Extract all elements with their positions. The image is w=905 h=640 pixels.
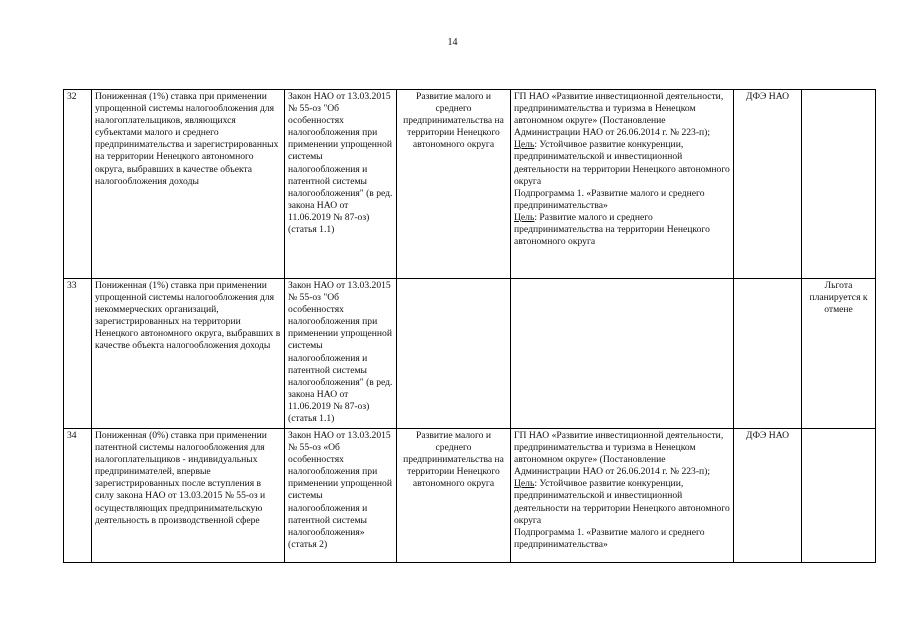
state-program xyxy=(511,279,734,429)
benefit-name: Пониженная (1%) ставка при применении упрощенной системы налогообложения для налогоплательщиков, являющихся субъектами малого и среднего предпринимательства и зарегистрированных на территории Ненецкого автономного округа, выбравших в качестве объекта налогообложения доходы xyxy=(92,90,285,279)
goal-label: Цель xyxy=(514,211,535,223)
page-number: 14 xyxy=(447,37,458,48)
table-row xyxy=(64,279,876,429)
table-row xyxy=(64,90,876,279)
program-intro: ГП НАО «Развитие инвестиционной деятельности, предпринимательства и туризма в Ненецком автономном округе» (Постановление Администрации НАО от 26.06.2014 г. № 223-п); xyxy=(514,430,724,478)
note xyxy=(802,90,876,279)
goal-text: : Устойчивое развитие конкуренции, предпринимательской и инвестиционной деятельности на территории Ненецкого автономного округа xyxy=(514,139,730,187)
legal-act: Закон НАО от 13.03.2015 № 55-оз «Об особенностях налогообложения при применении упрощенной системы налогообложения и патентной системы налогообложения» (статья 2) xyxy=(285,429,397,563)
curator xyxy=(734,279,802,429)
note: Льгота планируется к отмене xyxy=(802,279,876,429)
legal-act: Закон НАО от 13.03.2015 № 55-оз "Об особенностях налогообложения при применении упрощенной системы налогообложения и патентной системы налогообложения" (в ред. закона НАО от 11.06.2019 № 87-оз) (статья 1.1) xyxy=(285,90,397,279)
subprogram: Подпрограмма 1. «Развитие малого и среднего предпринимательства» xyxy=(514,526,705,550)
benefit-name: Пониженная (0%) ставка при применении патентной системы налогообложения для налогоплательщиков - индивидуальных предпринимателей, впервые зарегистрированных после вступления в силу закона НАО от 13.03.2015 № 55-оз и осуществляющих предпринимательскую деятельность в производственной сфере xyxy=(92,429,285,563)
curator: ДФЭ НАО xyxy=(734,90,802,279)
table-row xyxy=(64,429,876,563)
row-number: 33 xyxy=(64,279,92,429)
row-number: 32 xyxy=(64,90,92,279)
goal-label: Цель xyxy=(514,139,535,151)
tax-benefits-table xyxy=(63,89,876,563)
goal-label: Цель xyxy=(514,478,535,490)
curator: ДФЭ НАО xyxy=(734,429,802,563)
goal-text: : Устойчивое развитие конкуренции, предпринимательской и инвестиционной деятельности на территории Ненецкого автономного округа xyxy=(514,478,730,526)
row-number: 34 xyxy=(64,429,92,563)
subprogram: Подпрограмма 1. «Развитие малого и среднего предпринимательства» xyxy=(514,187,705,211)
benefit-name: Пониженная (1%) ставка при применении упрощенной системы налогообложения для некоммерческих организаций, зарегистрированных на территории Ненецкого автономного округа, выбравших в качестве объекта налогообложения доходы xyxy=(92,279,285,429)
target-direction xyxy=(397,279,511,429)
program-intro: ГП НАО «Развитие инвестиционной деятельности, предпринимательства и туризма в Ненецком автономном округе» (Постановление Администрации НАО от 26.06.2014 г. № 223-п); xyxy=(514,91,724,139)
target-direction: Развитие малого и среднего предпринимательства на территории Ненецкого автономного округа xyxy=(397,429,511,563)
legal-act: Закон НАО от 13.03.2015 № 55-оз "Об особенностях налогообложения при применении упрощенной системы налогообложения и патентной системы налогообложения" (в ред. закона НАО от 11.06.2019 № 87-оз) (статья 1.1) xyxy=(285,279,397,429)
state-program xyxy=(511,90,734,279)
note xyxy=(802,429,876,563)
goal-text: : Развитие малого и среднего предпринимательства на территории Ненецкого автономного округа xyxy=(514,211,710,248)
state-program xyxy=(511,429,734,563)
target-direction: Развитие малого и среднего предпринимательства на территории Ненецкого автономного округа xyxy=(397,90,511,279)
